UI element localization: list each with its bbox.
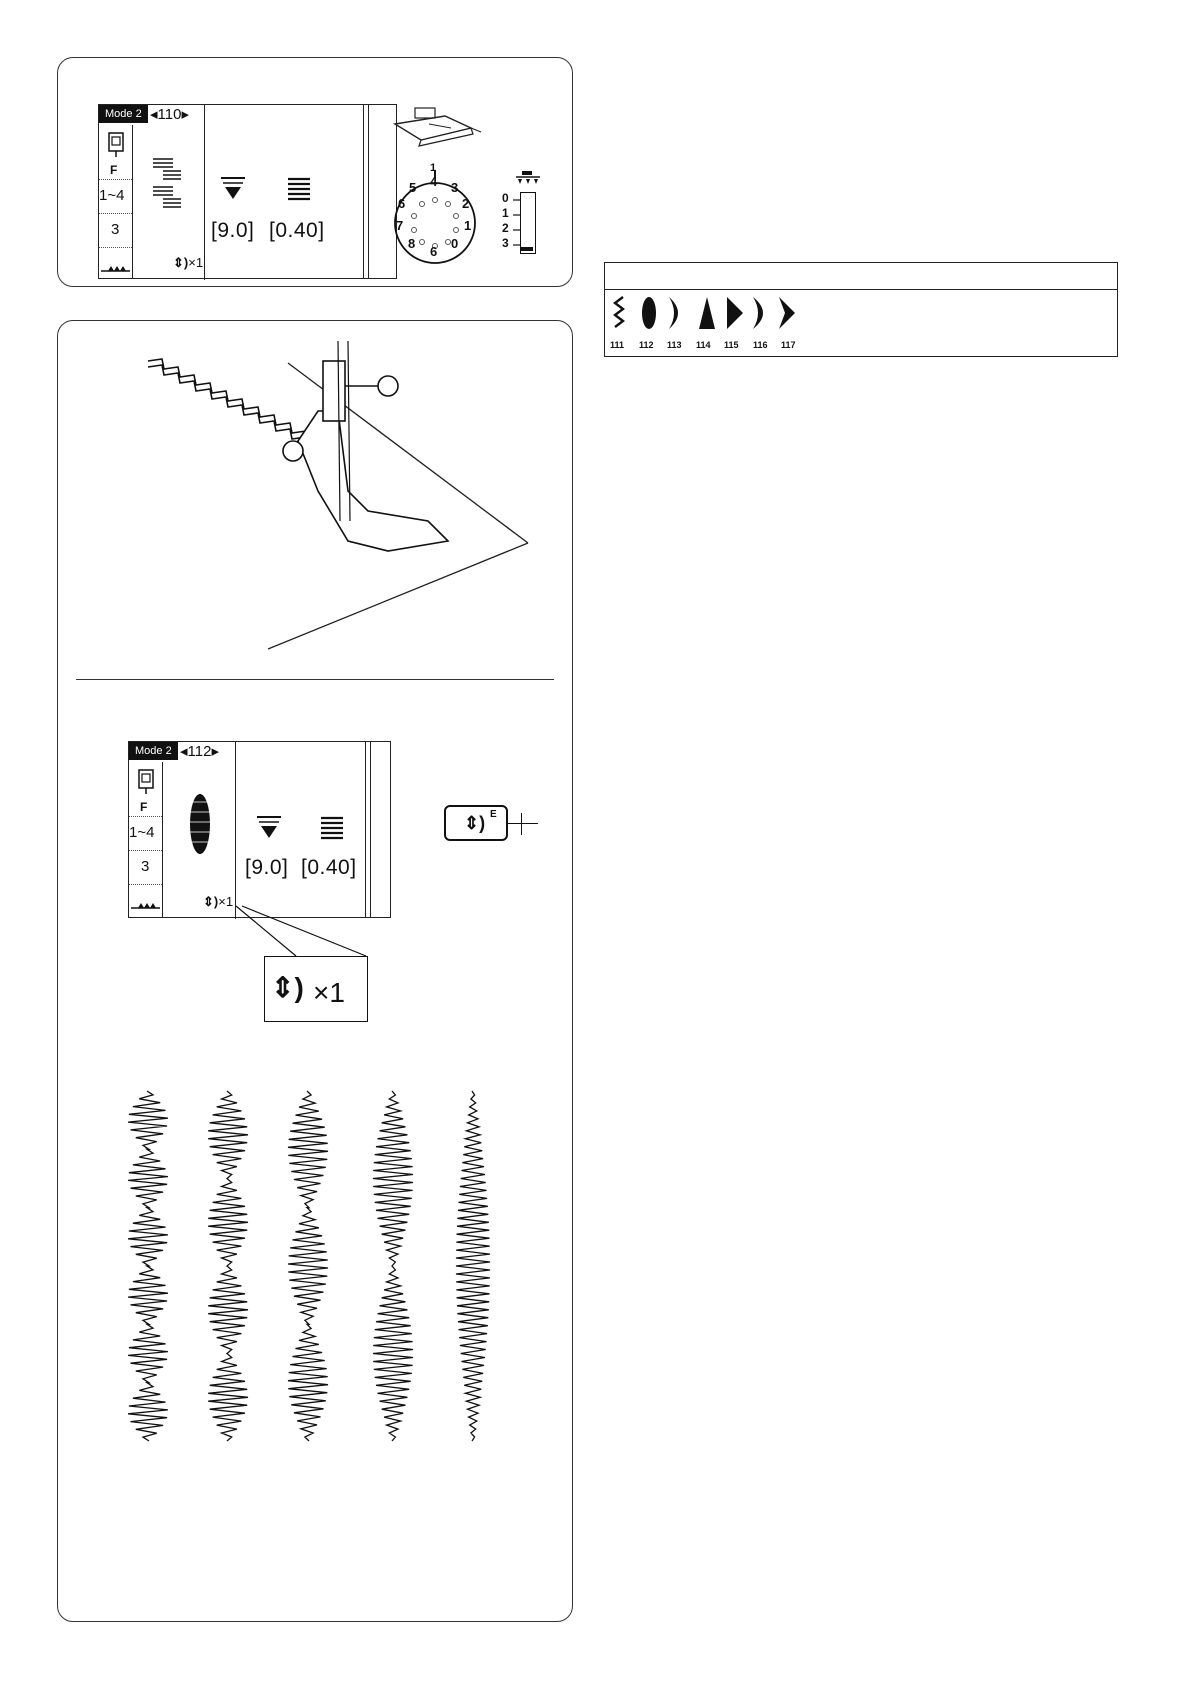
length-value: [0.40]: [301, 856, 357, 879]
stitch-width-icon: [255, 814, 285, 840]
dial-mark: 1: [430, 162, 437, 174]
feed-dog-icon: [99, 263, 132, 275]
satin-sample-1: [128, 1091, 168, 1441]
pressure-label: 1: [502, 206, 509, 220]
pattern-number-113: 113: [667, 340, 682, 350]
pressure-ticks: [513, 192, 533, 252]
lcd-scrollbar: [363, 105, 369, 279]
dial-num: 4: [430, 174, 438, 189]
stitch-length-icon: [319, 814, 345, 840]
pattern-table: [604, 262, 1118, 357]
lcd-screen-bottom: [128, 741, 391, 918]
stitch-preview-112: [187, 792, 217, 862]
dial-num: 2: [462, 196, 470, 211]
stitch-width-icon: [219, 175, 249, 201]
pattern-number: ◂112▸: [180, 743, 219, 760]
elongation-key-letter: E: [490, 809, 497, 820]
section-divider: [76, 679, 554, 680]
dial-num: 3: [451, 180, 459, 195]
length-value: [0.40]: [269, 219, 325, 242]
elongation-indicator: ⇕)×1: [203, 894, 234, 909]
pattern-number-111: 111: [610, 340, 625, 350]
elongation-icon-large: ⇕): [271, 972, 304, 1003]
top-panel: [57, 57, 573, 287]
width-value: [9.0]: [211, 219, 255, 242]
tension-value: 3: [111, 221, 120, 238]
pressure-label: 0: [502, 191, 509, 205]
foot-letter: F: [140, 800, 148, 814]
lcd-left-column: [129, 762, 163, 918]
mode-label: Mode 2: [129, 742, 178, 760]
stitch-length-icon: [286, 175, 312, 201]
pattern-number-112: 112: [639, 340, 654, 350]
foot-pressure-icon: [514, 170, 544, 186]
zoom-readout: ×1: [313, 977, 345, 1008]
bottom-panel: [57, 320, 573, 1622]
presser-foot-icon: [106, 131, 126, 161]
pressure-label: 3: [502, 236, 509, 250]
width-value: [9.0]: [245, 856, 289, 879]
satin-sample-5: [456, 1091, 490, 1441]
dial-num: 8: [408, 236, 416, 251]
pressure-label: 2: [502, 221, 509, 235]
pattern-icons: [613, 295, 813, 335]
dial-num: 7: [396, 218, 404, 233]
lcd-scrollbar: [365, 742, 371, 918]
pattern-number: ◂110▸: [150, 106, 189, 123]
key-callout-tick: [521, 813, 522, 835]
key-callout-line: [508, 823, 538, 824]
satin-sample-2: [208, 1091, 248, 1441]
dial-num: 6: [398, 196, 406, 211]
tension-value: 3: [141, 858, 150, 875]
presser-foot-icon: [136, 768, 156, 798]
elongation-key[interactable]: [444, 805, 508, 841]
mode-label: Mode 2: [99, 105, 148, 123]
tension-range: 1~4: [129, 824, 155, 841]
dial-num: 6: [430, 244, 438, 259]
satin-sample-3: [288, 1091, 328, 1441]
sewing-illustration: [148, 341, 528, 651]
dial-num: 0: [451, 236, 459, 251]
pattern-table-header: [605, 263, 1117, 290]
pattern-number-115: 115: [724, 340, 739, 350]
lcd-screen-top: [98, 104, 397, 279]
stitch-preview-110: [151, 155, 191, 225]
elongation-indicator: ⇕)×1: [173, 255, 204, 270]
satin-sample-4: [373, 1091, 413, 1441]
foot-letter: F: [110, 163, 118, 177]
feed-dog-icon: [129, 900, 162, 912]
presser-foot-f-illustration: [385, 106, 485, 156]
elongation-icon: ⇕): [464, 813, 486, 833]
lcd-left-column: [99, 125, 133, 279]
zoom-box: [264, 956, 368, 1022]
dial-num: 5: [409, 180, 417, 195]
pattern-number-114: 114: [696, 340, 711, 350]
tension-range: 1~4: [99, 187, 125, 204]
pattern-number-117: 117: [781, 340, 796, 350]
pattern-number-116: 116: [753, 340, 768, 350]
dial-num: 1: [464, 218, 472, 233]
elongation-samples: [118, 1091, 518, 1471]
